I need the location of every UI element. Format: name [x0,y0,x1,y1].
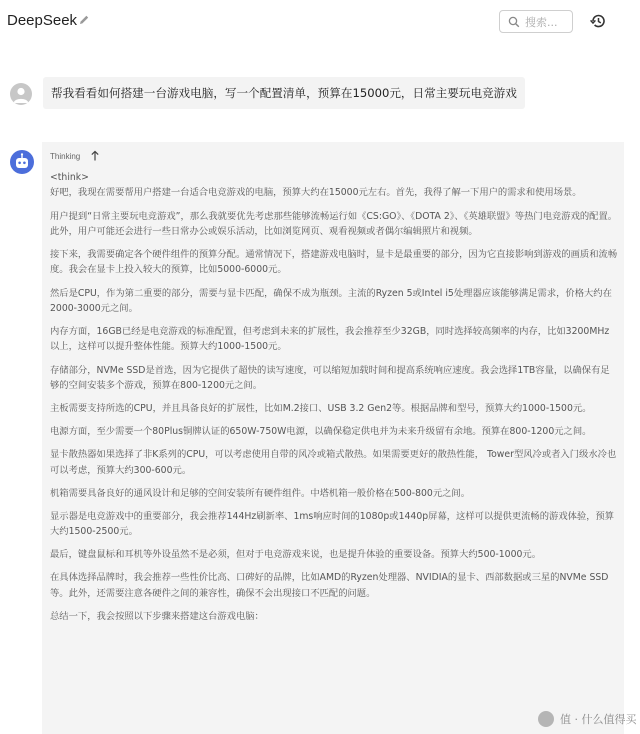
search-box[interactable] [499,10,573,33]
thinking-paragraph: 在具体选择品牌时，我会推荐一些性价比高、口碑好的品牌，比如AMD的Ryzen处理器、NVIDIA的显卡、西部数据或三星的NVMe SSD等。此外，还需要注意各硬件之间的兼容性，确保不会出现接口不匹配的问题。 [50,572,609,599]
thinking-paragraph: 内存方面，16GB已经是电竞游戏的标准配置，但考虑到未来的扩展性，我会推荐至少32GB，同时选择较高频率的内存，比如3200MHz以上，这样可以提升整体性能。预算大约1000-1500元。 [50,326,610,353]
thinking-paragraph: 总结一下，我会按照以下步骤来搭建这台游戏电脑： [50,610,264,622]
user-avatar [10,83,32,105]
search-input[interactable] [525,14,569,30]
thinking-paragraph: 用户提到“日常主要玩电竞游戏”，那么我就要优先考虑那些能够流畅运行如《CS:GO》、《DOTA 2》、《英雄联盟》等热门电竞游戏的配置。此外，用户可能还会进行一些日常办公或娱乐活动，比如浏览网页、观看视频或者偶尔编辑照片和视频。 [50,210,618,237]
thinking-paragraph: 最后，键盘鼠标和耳机等外设虽然不是必须，但对于电竞游戏来说，也是提升体验的重要设备。预算大约500-1000元。 [50,549,542,561]
thinking-content [50,170,618,632]
thinking-paragraph: 显示器是电竞游戏中的重要部分，我会推荐144Hz刷新率、1ms响应时间的1080p或1440p屏幕，这样可以提供更流畅的游戏体验，预算大约1500-2500元。 [50,510,615,538]
arrow-up-icon[interactable] [90,150,100,162]
thinking-paragraph: 机箱需要具备良好的通风设计和足够的空间安装所有硬件组件。中塔机箱一般价格在500-800元之间。 [50,487,471,499]
user-avatar-icon [10,83,32,105]
robot-icon [10,150,34,174]
history-icon[interactable] [589,12,607,30]
thinking-paragraph: 好吧，我现在需要帮用户搭建一台适合电竞游戏的电脑，预算大约在15000元左右。首先，我得了解一下用户的需求和使用场景。 [50,187,582,199]
thinking-paragraph: 接下来，我需要确定各个硬件组件的预算分配。通常情况下，搭建游戏电脑时，显卡是最重要的部分，因为它直接影响到游戏的画质和流畅度。我会在显卡上投入较大的预算，比如5000-6000元。 [50,249,618,276]
pencil-icon[interactable] [78,14,90,26]
thinking-label: Thinking [50,152,81,161]
assistant-avatar [10,150,34,174]
thinking-panel [42,142,624,734]
user-message: 帮我看看如何搭建一台游戏电脑，写一个配置清单，预算在15000元，日常主要玩电竞游戏 [43,77,525,109]
thinking-paragraph: 电源方面，至少需要一个80Plus铜牌认证的650W-750W电源，以确保稳定供电并为未来升级留有余地。预算在800-1200元之间。 [50,426,592,438]
app-title: DeepSeek [7,12,78,29]
thinking-paragraph: 主板需要支持所选的CPU，并且具备良好的扩展性，比如M.2接口、USB 3.2 Gen2等。根据品牌和型号，预算大约1000-1500元。 [50,403,592,414]
top-bar [0,0,640,44]
thinking-paragraph: 然后是CPU，作为第二重要的部分，需要与显卡匹配，确保不成为瓶颈。主流的Ryzen 5或Intel i5处理器应该能够满足需求，价格大约在2000-3000元之间。 [50,287,612,314]
thinking-paragraph: 存储部分，NVMe SSD是首选，因为它提供了超快的读写速度，可以缩短加载时间和提高系统响应速度。我会选择1TB容量，以确保有足够的空间安装多个游戏，预算在800-1200元之间。 [50,364,610,391]
watermark-text: 值 · 什么值得买 [560,713,637,726]
think-tag: <think> [50,172,89,183]
search-icon [508,16,520,28]
thinking-paragraph: 显卡散热器如果选择了非K系列的CPU，可以考虑使用自带的风冷或箱式散热。如果需要更好的散热性能， Tower型风冷或者入门级水冷也可以考虑，预算大约300-600元。 [50,449,617,476]
smzdm-logo-icon [538,711,554,727]
